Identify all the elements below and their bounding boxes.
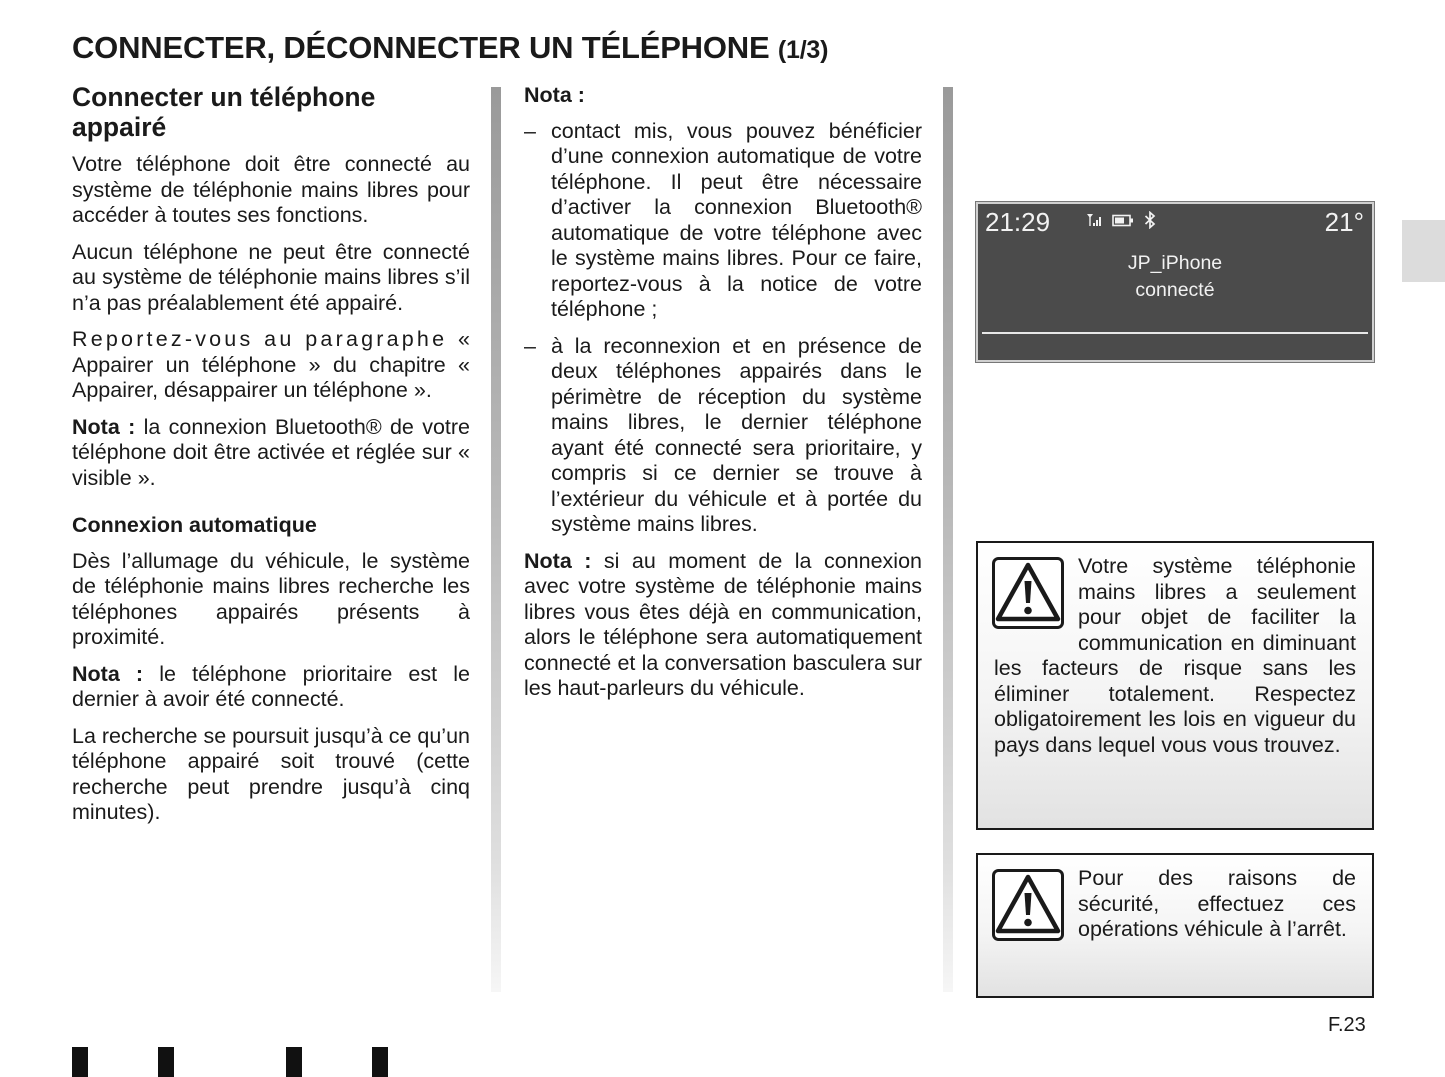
nota-paragraph	[524, 549, 922, 702]
bluetooth-icon	[1144, 211, 1156, 229]
nota-title: Nota :	[524, 83, 585, 107]
warning-triangle-icon	[992, 869, 1064, 941]
column-middle	[524, 83, 922, 713]
reference-lead: Reportez-vous au paragraphe	[72, 327, 459, 351]
warning-box	[976, 853, 1374, 998]
print-mark	[158, 1047, 174, 1077]
reference-text: Reportez-vous au paragraphe « Appairer un téléphone » du chapitre « Appairer, désappairer un téléphone ».	[72, 327, 470, 402]
connection-status: connecté	[1135, 279, 1215, 301]
page-title	[72, 30, 828, 66]
nota-paragraph	[72, 415, 470, 492]
print-mark	[286, 1047, 302, 1077]
nota-text: la connexion Bluetooth® de votre téléphone doit être activée et réglée sur « visible ».	[72, 414, 470, 490]
nota-label: Nota :	[72, 414, 136, 439]
screen-time: 21:29	[985, 207, 1051, 237]
warning-triangle-icon	[992, 557, 1064, 629]
chapter-tab	[1402, 220, 1445, 282]
warning-text: Votre système téléphonie mains libres a seulement pour objet de faciliter la communication en diminuant les facteurs de risque sans les éliminer totalement. Respectez obligatoirement les lois en vigueur du pays dans lequel vous vous trouvez.	[994, 554, 1356, 757]
warning-box	[976, 541, 1374, 830]
nota-label: Nota :	[72, 661, 144, 686]
device-name: JP_iPhone	[1127, 252, 1223, 274]
paragraph: Votre téléphone doit être connecté au système de téléphonie mains libres pour accéder à toutes ses fonctions.	[72, 152, 470, 227]
screen-message	[978, 250, 1372, 304]
warning-text: Pour des raisons de sécurité, effectuez ces opérations véhicule à l’arrêt.	[1078, 866, 1356, 941]
column-divider	[943, 87, 953, 992]
list-item-text: contact mis, vous pouvez bénéficier d’une connexion automatique de votre téléphone. Il peut être nécessaire d’activer la connexion Bluetooth® automatique de votre téléphone avec le système mains libres. Pour ce faire, reportez-vous à la notice de votre téléphone ;	[551, 118, 922, 321]
status-icons	[1086, 211, 1156, 229]
paragraph-reference	[72, 327, 470, 404]
nota-label: Nota :	[524, 548, 592, 573]
display-screen	[976, 202, 1374, 362]
column-divider	[491, 87, 501, 992]
battery-icon	[1112, 214, 1134, 227]
screen-temperature: 21°	[1324, 207, 1364, 237]
title-part: (1/3)	[777, 36, 829, 64]
nota-text: si au moment de la connexion avec votre système de téléphonie mains libres vous êtes déjà en communication, alors le téléphone sera automatiquement connecté et la conversation basculera sur les haut-parleurs du véhicule.	[524, 548, 922, 700]
print-mark	[372, 1047, 388, 1077]
nota-text: le téléphone prioritaire est le dernier à avoir été connecté.	[72, 661, 470, 711]
title-text: CONNECTER, DÉCONNECTER UN TÉLÉPHONE	[72, 30, 770, 65]
subheading: Connexion automatique	[72, 513, 317, 537]
list-item	[524, 119, 922, 323]
page-number: F.23	[1328, 1014, 1366, 1036]
paragraph: La recherche se poursuit jusqu’à ce qu’un téléphone appairé soit trouvé (cette recherche peut prendre jusqu’à cinq minutes).	[72, 723, 471, 824]
signal-icon	[1086, 213, 1102, 227]
list-item-text: à la reconnexion et en présence de deux téléphones appairés dans le périmètre de réception du système mains libres, le dernier téléphone ayant été connecté sera prioritaire, y compris si ce dernier se trouve à l’extérieur du véhicule et à portée du système mains libres.	[551, 333, 922, 536]
list-item	[524, 334, 922, 538]
section-heading: Connecter un téléphone appairé	[72, 82, 376, 142]
nota-paragraph	[72, 662, 470, 713]
paragraph: Aucun téléphone ne peut être connecté au système de téléphonie mains libres s’il n’a pas préalablement été appairé.	[72, 239, 470, 315]
dash-bullet: –	[524, 333, 536, 358]
dash-bullet: –	[524, 118, 536, 143]
column-left	[72, 82, 470, 837]
print-mark	[72, 1047, 88, 1077]
paragraph: Dès l’allumage du véhicule, le système de téléphonie mains libres recherche les téléphones appairés présents à proximité.	[72, 548, 470, 649]
screen-divider	[982, 332, 1368, 334]
